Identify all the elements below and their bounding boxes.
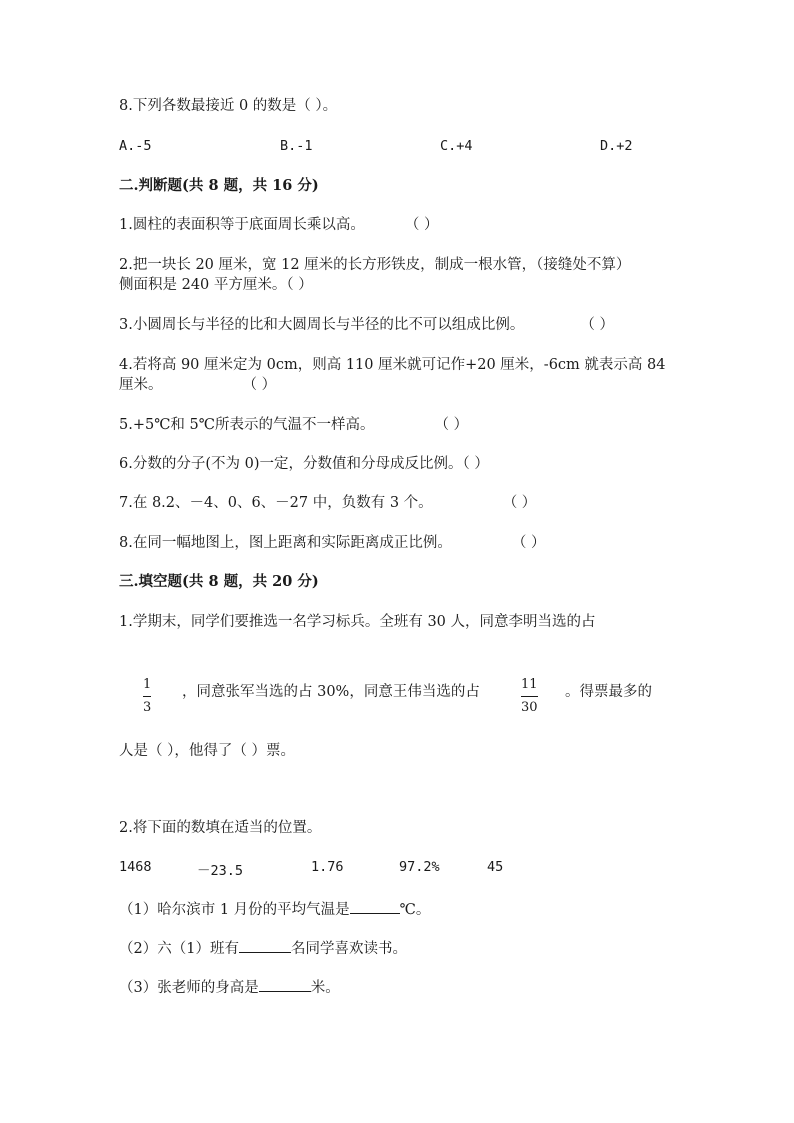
option-b: B.-1 [280, 138, 313, 154]
fill-blank-2[interactable] [239, 937, 291, 953]
fill-blank-1-suffix: ℃。 [399, 902, 431, 918]
number-option-4: 97.2% [399, 859, 440, 875]
section-2-title: 二.判断题(共 8 题，共 16 分) [119, 177, 319, 194]
number-option-1: 1468 [119, 859, 152, 875]
fill-blank-3-prefix: （3）张老师的身高是 [119, 980, 259, 996]
judge-item-1-paren: （ ） [404, 217, 439, 233]
judge-item-8-text: 8.在同一幅地图上，图上距离和实际距离成正比例。 [119, 535, 452, 551]
judge-item-7-paren: （ ） [502, 495, 537, 511]
fill-item-2-title: 2.将下面的数填在适当的位置。 [119, 820, 322, 836]
judge-item-1 [119, 215, 438, 235]
fraction-eleven-thirtieths [521, 677, 538, 716]
fill-blank-2-suffix: 名同学喜欢读书。 [290, 941, 407, 957]
judge-item-3-paren: （ ） [580, 317, 614, 333]
judge-item-3 [119, 315, 614, 335]
fill-blank-1-prefix: （1）哈尔滨市 1 月份的平均气温是 [119, 902, 350, 918]
judge-item-2-line2: 侧面积是 240 平方厘米。（ ） [119, 277, 313, 293]
judge-item-4-paren: （ ） [242, 377, 277, 393]
fraction-2-denominator: 30 [521, 700, 538, 715]
fill-blank-3-suffix: 米。 [310, 980, 340, 996]
judge-item-6: 6.分数的分子(不为 0)一定，分数值和分母成反比例。（ ） [119, 456, 489, 472]
fill-blank-row-2 [119, 937, 407, 959]
fill-item-1-end: 。得票最多的 [565, 684, 652, 700]
fraction-one-third [143, 677, 151, 716]
fill-item-1-mid: ，同意张军当选的占 30%，同意王伟当选的占 [182, 684, 480, 700]
option-d: D.+2 [600, 138, 633, 154]
judge-item-1-text: 1.圆柱的表面积等于底面周长乘以高。 [119, 217, 365, 233]
judge-item-2-line1: 2.把一块长 20 厘米，宽 12 厘米的长方形铁皮，制成一根水管，（接缝处不算） [119, 257, 631, 273]
fill-blank-2-prefix: （2）六（1）班有 [119, 941, 239, 957]
option-c: C.+4 [440, 138, 473, 154]
fill-blank-3[interactable] [259, 976, 311, 992]
judge-item-8 [119, 533, 545, 553]
section-3-title: 三.填空题(共 8 题，共 20 分) [119, 573, 319, 590]
question-8: 8.下列各数最接近 0 的数是（ ）。 [119, 98, 338, 114]
number-option-3: 1.76 [311, 859, 344, 875]
judge-item-5-paren: （ ） [434, 417, 469, 433]
fill-blank-1[interactable] [350, 898, 400, 914]
fill-blank-row-1 [119, 898, 430, 920]
judge-item-7 [119, 493, 536, 513]
fill-item-1-line1: 1.学期末，同学们要推选一名学习标兵。全班有 30 人，同意李明当选的占 [119, 614, 596, 630]
judge-item-8-paren: （ ） [511, 535, 546, 551]
judge-item-4-text2: 厘米。 [119, 377, 163, 393]
judge-item-4-line2 [119, 375, 276, 395]
fraction-1-denominator: 3 [143, 700, 152, 715]
judge-item-7-text: 7.在 8.2、－4、0、6、－27 中，负数有 3 个。 [119, 495, 433, 511]
option-a: A.-5 [119, 138, 152, 154]
judge-item-4-line1: 4.若将高 90 厘米定为 0cm，则高 110 厘米就可记作+20 厘米，-6cm 就表示高 84 [119, 357, 666, 373]
fraction-1-bar [143, 696, 151, 697]
judge-item-3-text: 3.小圆周长与半径的比和大圆周长与半径的比不可以组成比例。 [119, 317, 525, 333]
fraction-1-numerator: 1 [143, 677, 152, 692]
judge-item-5 [119, 415, 468, 435]
number-option-5: 45 [487, 859, 504, 875]
fraction-2-bar [521, 696, 538, 697]
fill-blank-row-3 [119, 976, 340, 998]
number-option-2: －23.5 [197, 863, 244, 879]
fraction-2-numerator: 11 [521, 677, 538, 692]
judge-item-5-text: 5.+5℃和 5℃所表示的气温不一样高。 [119, 417, 375, 433]
fill-item-1-line3: 人是（ ），他得了（ ）票。 [119, 743, 295, 759]
